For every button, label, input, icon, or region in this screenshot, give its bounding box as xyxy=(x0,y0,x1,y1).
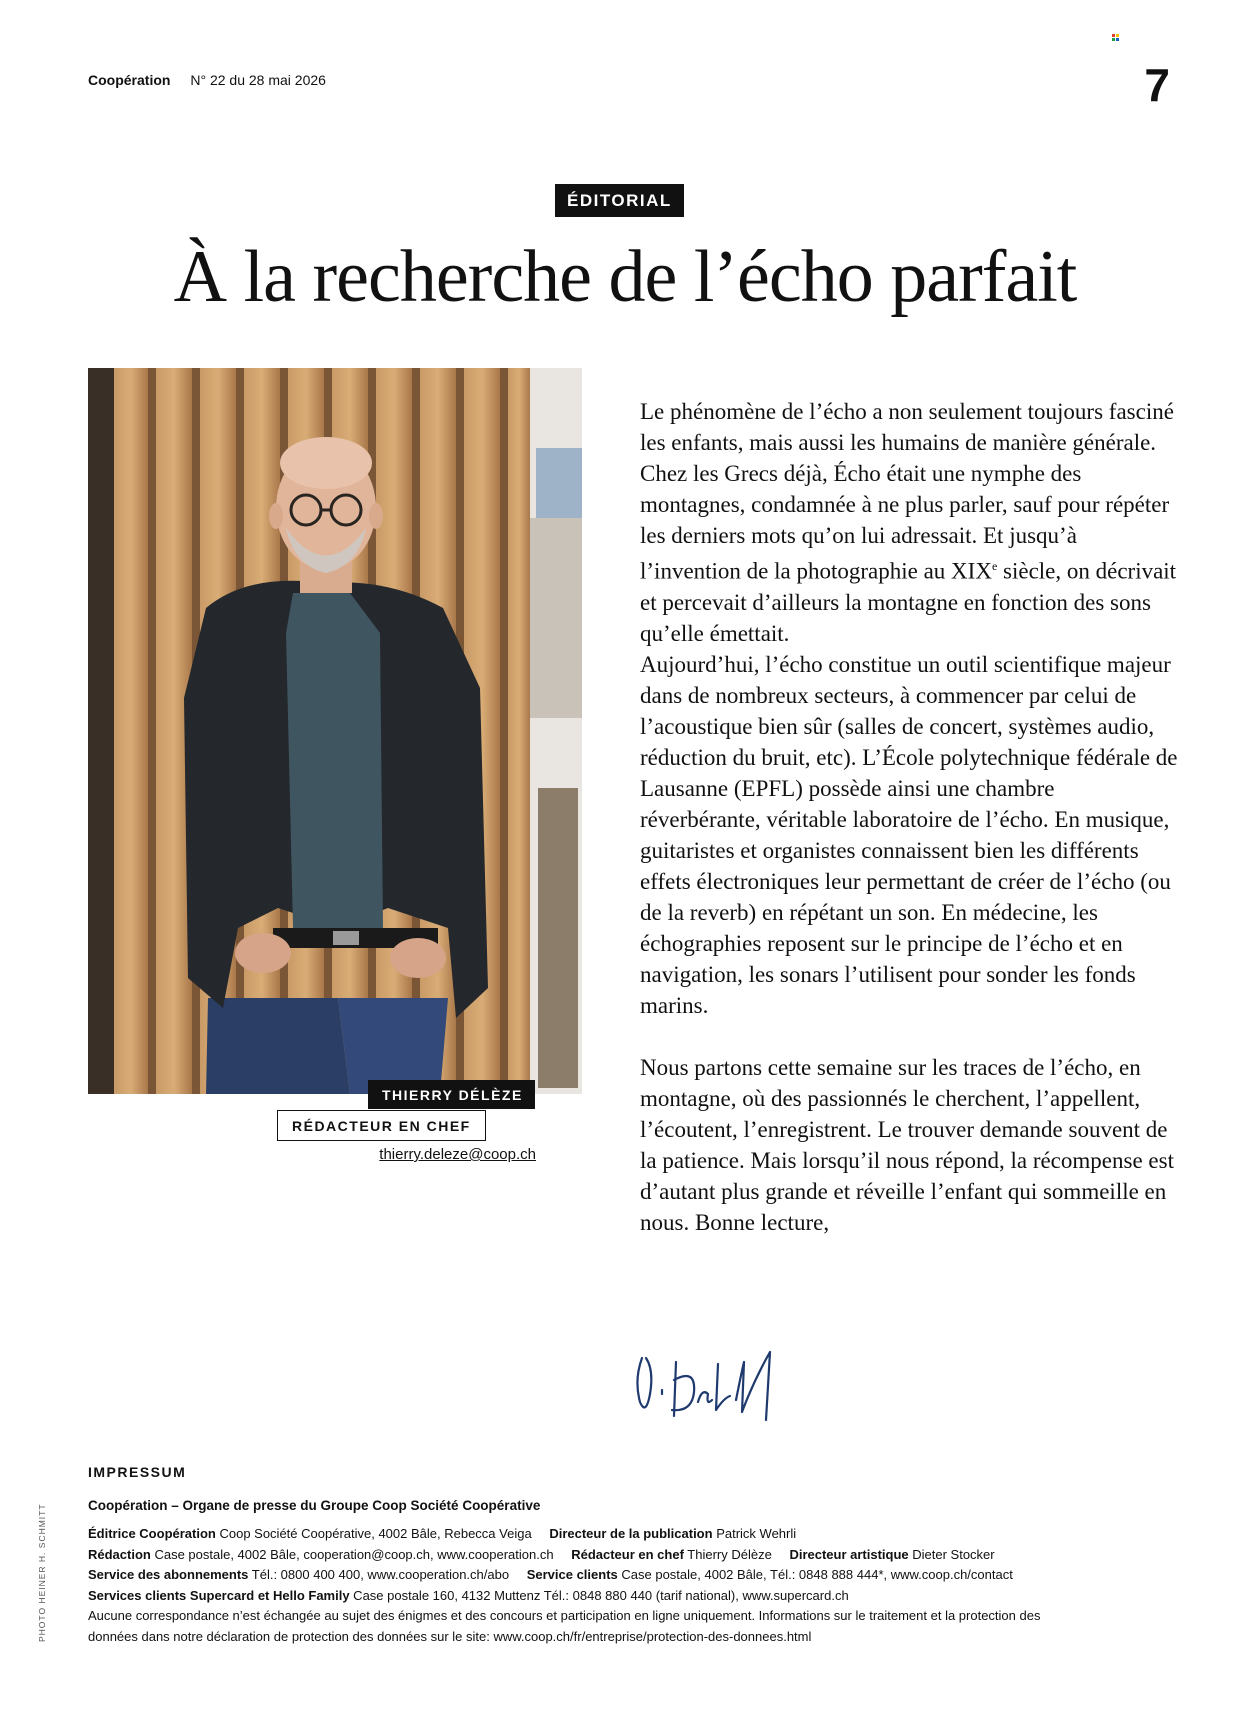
impressum-organisation: Coopération – Organe de presse du Groupe Coop Société Coopérative xyxy=(88,1498,541,1513)
page-number: 7 xyxy=(1144,59,1170,111)
publication-name: Coopération xyxy=(88,72,171,88)
author-email-link[interactable]: thierry.deleze@coop.ch xyxy=(379,1146,536,1163)
article-body xyxy=(640,396,1180,1238)
label-directeur-artistique: Directeur artistique xyxy=(789,1546,909,1562)
label-service-clients: Service clients xyxy=(526,1567,618,1582)
author-signature xyxy=(632,1340,792,1430)
issue-info: N° 22 du 28 mai 2026 xyxy=(190,72,326,88)
value-service-clients: Case postale, 4002 Bâle, Tél.: 0848 888 444*, www.coop.ch/contact xyxy=(617,1567,1013,1582)
author-name: THIERRY DÉLÈZE xyxy=(368,1080,535,1109)
article-title: À la recherche de l’écho parfait xyxy=(173,236,1077,318)
impressum-title: IMPRESSUM xyxy=(88,1464,187,1480)
paragraph-1-text: Le phénomène de l’écho a non seulement toujours fasciné les enfants, mais aussi les humains de manière générale. Chez les Grecs déjà, Écho était une nymphe des montagnes, condamnée à ne plus parler, sauf pour répéter les derniers mots qu’on lui adressait. Et jusqu’à l’invention de la photographie au XIX xyxy=(640,399,1174,584)
label-editrice: Éditrice Coopération xyxy=(88,1526,216,1541)
value-editrice: Coop Société Coopérative, 4002 Bâle, Rebecca Veiga xyxy=(215,1526,532,1541)
impressum-details xyxy=(88,1524,1088,1647)
impressum-line-2 xyxy=(88,1545,1088,1566)
label-redaction: Rédaction xyxy=(88,1546,151,1562)
author-role: RÉDACTEUR EN CHEF xyxy=(277,1110,486,1141)
label-abonnements: Service des abonnements xyxy=(88,1567,249,1582)
value-abonnements: Tél.: 0800 400 400, www.cooperation.ch/abo xyxy=(248,1567,510,1582)
value-directeur-publication: Patrick Wehrli xyxy=(712,1526,797,1541)
section-label: ÉDITORIAL xyxy=(555,184,684,217)
value-directeur-artistique: Dieter Stocker xyxy=(908,1546,995,1562)
impressum-line-4 xyxy=(88,1586,1088,1607)
paragraph-1-text-end: siècle, on décrivait et percevait d’ailleurs la montagne en fonction des sons qu’elle émettait. xyxy=(640,558,1177,646)
value-redacteur: Thierry Délèze xyxy=(683,1546,772,1562)
impressum-line-3 xyxy=(88,1565,1088,1586)
masthead xyxy=(88,72,326,88)
paragraph-2: Aujourd’hui, l’écho constitue un outil scientifique majeur dans de nombreux secteurs, à commencer par celui de l’acoustique bien sûr (salles de concert, systèmes audio, réduction du bruit, etc). L’École polytechnique fédérale de Lausanne (EPFL) possède ainsi une chambre réverbérante, véritable laboratoire de l’écho. En musique, guitaristes et organistes connaissent bien les différents effets électroniques leur permettant de créer de l’écho (ou de la reverb) en répétant un son. En médecine, les échographies reposent sur le principe de l’écho et en navigation, les sonars l’utilisent pour sonder les fonds marins. xyxy=(640,651,1178,1018)
value-redaction: Case postale, 4002 Bâle, cooperation@coop.ch, www.cooperation.ch xyxy=(150,1546,554,1562)
photo-credit: PHOTO HEINER H. SCHMITT xyxy=(37,1503,47,1642)
label-redacteur: Rédacteur en chef xyxy=(571,1546,684,1562)
superscript: e xyxy=(991,559,998,573)
paragraph-1 xyxy=(640,396,1180,649)
impressum-line-1 xyxy=(88,1524,1088,1545)
impressum-notice: Aucune correspondance n’est échangée au sujet des énigmes et des concours et participation en ligne uniquement. Informations sur le traitement et la protection des données dans notre déclaration de protection des données sur le site: www.coop.ch/fr/entreprise/protection-des-donnees.html xyxy=(88,1608,1041,1644)
label-directeur-publication: Directeur de la publication xyxy=(549,1526,713,1541)
value-supercard: Case postale 160, 4132 Muttenz Tél.: 0848 880 440 (tarif national), www.supercard.ch xyxy=(349,1587,849,1603)
label-supercard: Services clients Supercard et Hello Family xyxy=(88,1587,350,1603)
paragraph-3: Nous partons cette semaine sur les traces de l’écho, en montagne, où des passionnés le cherchent, l’appellent, l’écoutent, l’enregistrent. Le trouver demande souvent de la patience. Mais lorsqu’il nous répond, la récompense est d’autant plus grande et réveille l’enfant qui sommeille en nous. Bonne lecture, xyxy=(640,1054,1174,1235)
print-mark-icon xyxy=(1112,34,1120,42)
author-portrait xyxy=(88,368,582,1094)
